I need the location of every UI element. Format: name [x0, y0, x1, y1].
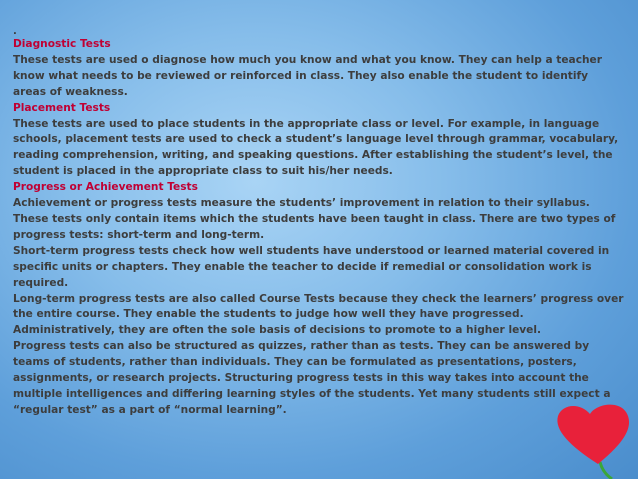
text-line: “regular test” as a part of “normal learning”. [13, 403, 287, 416]
text-line: reading comprehension, writing, and speaking questions. After establishing the student’s level, the [13, 149, 613, 162]
text-line: the entire course. They enable the students to judge how well they have progressed. [13, 308, 524, 321]
bullet-dot: . [13, 26, 17, 37]
text-line: required. [13, 276, 69, 289]
text-line: multiple intelligences and differing learning styles of the students. Yet many students still expect a [13, 387, 611, 400]
text-line: student is placed in the appropriate class to suit his/her needs. [13, 165, 393, 178]
slide-text [13, 37, 625, 419]
text-line: assignments, or research projects. Structuring progress tests in this way takes into account the [13, 372, 589, 385]
text-line: teams of students, rather than individuals. They can be formulated as presentations, posters, [13, 356, 577, 369]
text-line: These tests only contain items which the students have been taught in class. There are two types of [13, 212, 616, 225]
text-line: Long-term progress tests are also called Course Tests because they check the learners’ progress over [13, 292, 624, 305]
text-line: know what needs to be reviewed or reinforced in class. They also enable the student to identify [13, 69, 588, 82]
heading-placement-tests: Placement Tests [13, 101, 111, 114]
heading-diagnostic-tests: Diagnostic Tests [13, 38, 111, 50]
text-line: Short-term progress tests check how well students have understood or learned material covered in [13, 244, 610, 257]
text-line: progress tests: short-term and long-term. [13, 228, 265, 241]
heart-shape [557, 405, 629, 464]
text-line: Progress tests can also be structured as quizzes, rather than as tests. They can be answered by [13, 340, 590, 353]
heading-progress-tests: Progress or Achievement Tests [13, 181, 198, 194]
heart-stem [600, 462, 612, 479]
text-line: areas of weakness. [13, 85, 128, 98]
text-line: schools, placement tests are used to check a student’s language level through grammar, vocabulary, [13, 133, 619, 146]
text-line: specific units or chapters. They enable the teacher to decide if remedial or consolidation work is [13, 260, 592, 273]
text-line: Achievement or progress tests measure the students’ improvement in relation to their syllabus. [13, 197, 590, 210]
heart-icon [548, 400, 638, 479]
text-line: These tests are used to place students in the appropriate class or level. For example, in language [13, 117, 600, 130]
text-line: Administratively, they are often the sole basis of decisions to promote to a higher level. [13, 324, 542, 337]
text-line: These tests are used o diagnose how much you know and what you know. They can help a teacher [13, 53, 602, 66]
